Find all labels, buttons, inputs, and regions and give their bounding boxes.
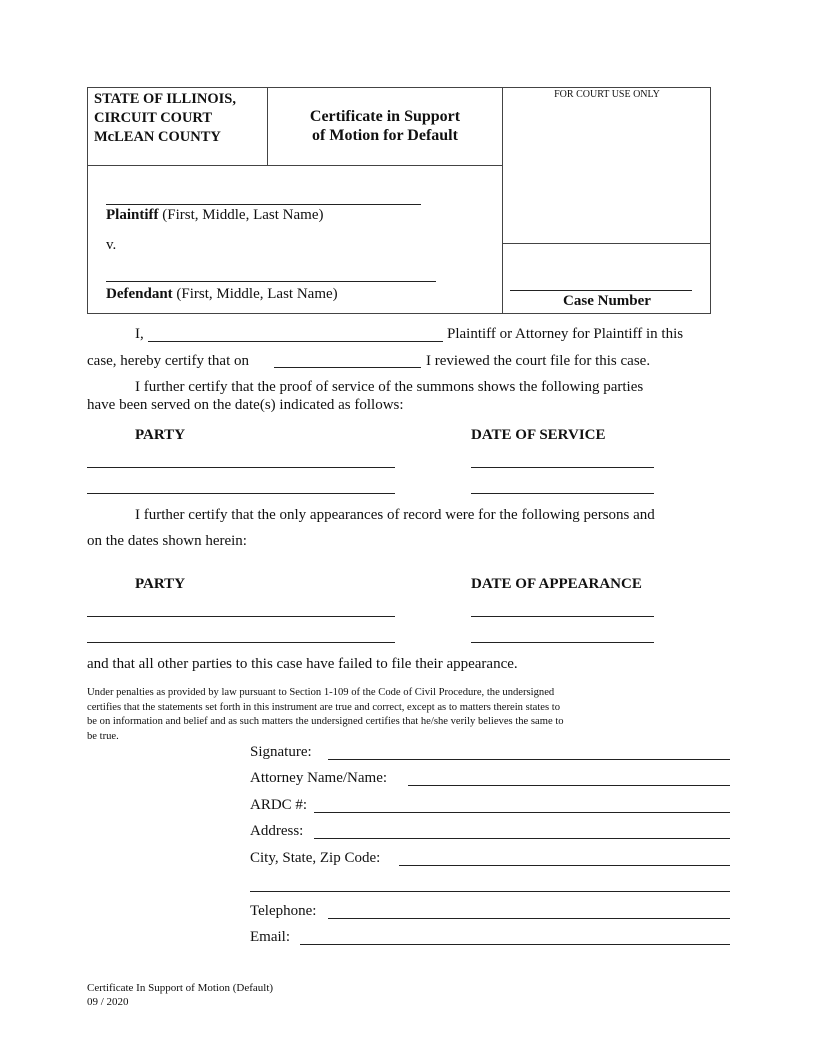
footer [87,981,273,1009]
appearance-paragraph-line2: on the dates shown herein: [87,533,247,549]
attorney-name-field[interactable] [408,785,730,786]
defendant-label: Defendant [106,286,173,302]
defendant-hint: (First, Middle, Last Name) [172,286,338,302]
penalty-line-1: Under penalties as provided by law pursuant to Section 1-109 of the Code of Civil Procedure, the undersigned [87,687,555,698]
served-party-field-2[interactable] [87,493,395,494]
certify-line2-prefix: case, hereby certify that on [87,353,250,369]
review-date-field[interactable] [274,367,421,368]
footer-form-date: 09 / 2020 [87,996,129,1008]
court-name [94,90,236,147]
date-of-appearance-header: DATE OF APPEARANCE [471,576,642,592]
appearance-date-field-2[interactable] [471,642,654,643]
defendant-name-field[interactable] [106,281,436,282]
versus-text: v. [106,237,117,253]
ardc-label: ARDC #: [250,797,308,813]
appearance-date-field-1[interactable] [471,616,654,617]
plaintiff-hint: (First, Middle, Last Name) [158,207,324,223]
service-date-field-2[interactable] [471,493,654,494]
service-paragraph-line1: I further certify that the proof of service of the summons shows the following parties [135,379,644,395]
telephone-field[interactable] [328,918,730,919]
header-divider-vertical-2 [502,87,503,314]
address-label: Address: [250,823,304,839]
signature-field[interactable] [328,759,730,760]
certify-i-prefix: I, [135,326,144,342]
footer-form-name: Certificate In Support of Motion (Default) [87,982,274,994]
penalty-line-4: be true. [87,730,119,742]
form-title-line-2: of Motion for Default [312,127,458,144]
defendant-caption [106,286,338,303]
served-party-field-1[interactable] [87,467,395,468]
court-line-1: STATE OF ILLINOIS, [94,91,236,107]
certify-i-suffix: Plaintiff or Attorney for Plaintiff in this [447,326,684,342]
party-header-appearance: PARTY [135,576,186,592]
service-date-field-1[interactable] [471,467,654,468]
address-field[interactable] [314,838,730,839]
penalty-line-2: certifies that the statements set forth in this instrument are true and correct, except as to matters therein states to [87,701,561,713]
court-line-3: McLEAN COUNTY [94,129,221,145]
court-line-2: CIRCUIT COURT [94,110,213,126]
appeared-party-field-1[interactable] [87,616,395,617]
certify-line2-suffix: I reviewed the court file for this case. [426,353,651,369]
plaintiff-label: Plaintiff [106,207,159,223]
header-divider-horizontal-1 [87,165,502,166]
plaintiff-name-field[interactable] [106,204,421,205]
form-title [268,107,502,145]
appeared-party-field-2[interactable] [87,642,395,643]
attorney-name-label: Attorney Name/Name: [250,770,388,786]
email-field[interactable] [300,944,730,945]
certifier-name-field[interactable] [148,341,443,342]
signature-label: Signature: [250,744,312,760]
date-of-service-header: DATE OF SERVICE [471,427,606,443]
case-number-field[interactable] [510,290,692,291]
header-divider-horizontal-2 [502,243,711,244]
telephone-label: Telephone: [250,903,317,919]
city-state-zip-field[interactable] [399,865,730,866]
appearance-paragraph-line1: I further certify that the only appearances of record were for the following persons and [135,507,655,523]
plaintiff-caption [106,207,323,224]
ardc-field[interactable] [314,812,730,813]
court-use-label: FOR COURT USE ONLY [554,89,660,100]
city-state-zip-label: City, State, Zip Code: [250,850,381,866]
penalty-line-3: be on information and belief and as such matters the undersigned certifies that he/she verily believes the same to [87,716,564,727]
email-label: Email: [250,929,290,945]
penalty-statement [87,686,727,744]
address-extra-line-field[interactable] [250,891,730,892]
service-paragraph-line2: have been served on the date(s) indicated as follows: [87,397,404,413]
party-header-service: PARTY [135,427,186,443]
form-title-line-1: Certificate in Support [309,108,461,125]
case-number-label: Case Number [563,293,651,309]
failed-appearance-text: and that all other parties to this case have failed to file their appearance. [87,656,518,672]
